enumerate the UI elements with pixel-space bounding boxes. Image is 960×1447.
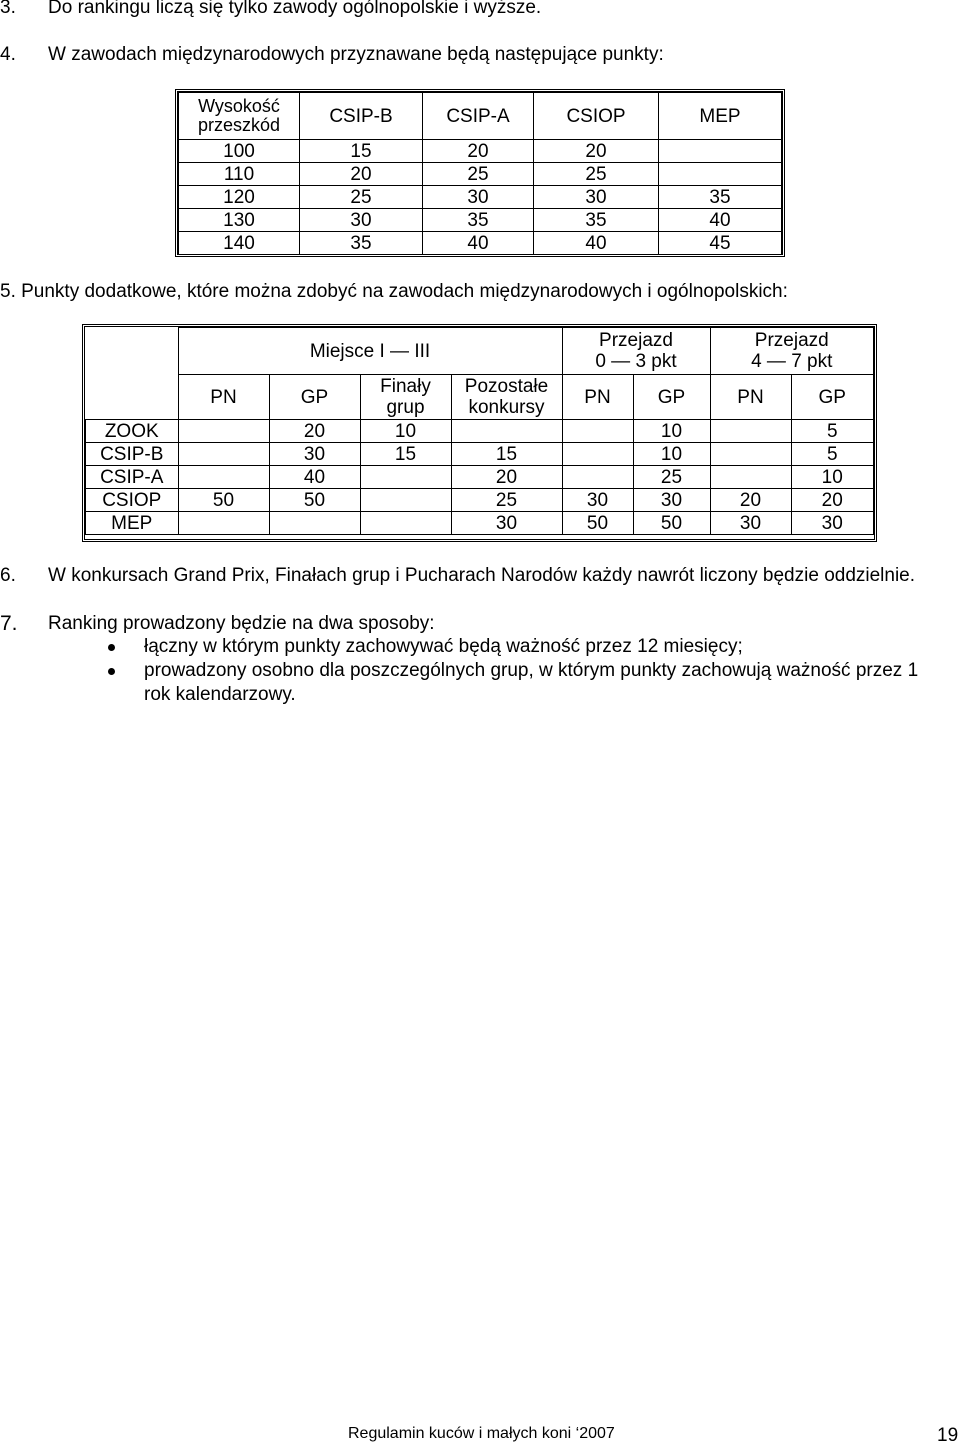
table-cell (178, 466, 269, 489)
table-row (86, 443, 874, 466)
header-pn-4-7: PN (710, 375, 791, 420)
header-przejazd-0-3-line1: Przejazd (599, 330, 673, 351)
table-row (86, 512, 874, 535)
table-cell (269, 512, 360, 535)
table-cell: 120 (179, 186, 300, 209)
table-cell: 20 (423, 140, 534, 163)
table-cell (360, 466, 451, 489)
bullet-1-text: łączny w którym punkty zachowywać będą ważność przez 12 miesięcy; (144, 636, 743, 657)
table-cell: 35 (300, 232, 423, 255)
table-cell: 5 (791, 443, 874, 466)
header-przejazd-4-7-line2: 4 — 7 pkt (751, 351, 833, 372)
table-cell: 25 (423, 163, 534, 186)
table-cell: 10 (360, 420, 451, 443)
table-cell (178, 443, 269, 466)
header-przejazd-4-7 (710, 328, 874, 375)
table-cell (360, 489, 451, 512)
item-5-text: 5. Punkty dodatkowe, które można zdobyć na zawodach międzynarodowych i ogólnopolskich: (0, 281, 788, 302)
table-cell: 50 (178, 489, 269, 512)
table-cell (360, 512, 451, 535)
table-cell: 50 (269, 489, 360, 512)
table-cell: 30 (791, 512, 874, 535)
header-pozostale-line2: konkursy (468, 397, 545, 418)
header-finaly-line2: grup (386, 397, 425, 418)
table-cell (659, 163, 782, 186)
additional-points-table (82, 324, 877, 542)
table-cell: 20 (710, 489, 791, 512)
table-row (179, 140, 782, 163)
bullet-2-text-line2: rok kalendarzowy. (144, 684, 296, 705)
header-finaly-grup (360, 375, 451, 420)
table-cell: 130 (179, 209, 300, 232)
row-header-zook: ZOOK (86, 420, 179, 443)
table-row (179, 232, 782, 255)
table-cell (562, 420, 633, 443)
header-przejazd-0-3 (562, 328, 710, 375)
table-cell: 30 (300, 209, 423, 232)
header-pozostale-line1: Pozostałe (464, 376, 549, 397)
header-height-line1: Wysokość (198, 96, 280, 116)
table-cell: 140 (179, 232, 300, 255)
bullet-dot (108, 644, 115, 651)
table-cell: 15 (300, 140, 423, 163)
table-row (86, 489, 874, 512)
table-cell (178, 420, 269, 443)
table-cell: 30 (633, 489, 710, 512)
table-cell: 30 (269, 443, 360, 466)
table-cell (710, 466, 791, 489)
table-cell: 20 (791, 489, 874, 512)
header-gp-0-3: GP (633, 375, 710, 420)
international-points-table (175, 89, 785, 257)
table-cell: 25 (534, 163, 659, 186)
table-cell: 25 (451, 489, 562, 512)
table-cell: 30 (423, 186, 534, 209)
table-cell: 20 (269, 420, 360, 443)
table-cell: 35 (423, 209, 534, 232)
table-cell: 45 (659, 232, 782, 255)
table-cell (710, 420, 791, 443)
header-csiop: CSIOP (534, 93, 659, 140)
row-header-csip-a: CSIP-A (86, 466, 179, 489)
table-cell: 50 (633, 512, 710, 535)
table-row (86, 466, 874, 489)
table-cell: 20 (534, 140, 659, 163)
table-cell: 40 (659, 209, 782, 232)
table-row (179, 163, 782, 186)
header-gp: GP (269, 375, 360, 420)
header-height-line2: przeszkód (197, 115, 281, 135)
item-4-number: 4. (0, 44, 16, 65)
table-cell: 15 (451, 443, 562, 466)
row-header-csip-b: CSIP-B (86, 443, 179, 466)
table-cell: 25 (300, 186, 423, 209)
bullet-dot (108, 668, 115, 675)
table-cell: 25 (633, 466, 710, 489)
header-przejazd-4-7-line1: Przejazd (754, 330, 829, 351)
header-pn: PN (178, 375, 269, 420)
table-row (86, 420, 874, 443)
table-cell: 35 (534, 209, 659, 232)
header-csip-b: CSIP-B (300, 93, 423, 140)
header-gp-4-7: GP (791, 375, 874, 420)
table-cell: 10 (791, 466, 874, 489)
header-miejsce: Miejsce I — III (178, 328, 562, 375)
table-row (179, 209, 782, 232)
table-cell: 30 (534, 186, 659, 209)
header-pozostale-konkursy (451, 375, 562, 420)
table-cell: 10 (633, 443, 710, 466)
table-cell: 30 (562, 489, 633, 512)
page-number: 19 (937, 1425, 959, 1446)
table-cell (710, 443, 791, 466)
item-7-text: Ranking prowadzony będzie na dwa sposoby: (48, 613, 435, 634)
header-csip-a: CSIP-A (423, 93, 534, 140)
table-cell: 110 (179, 163, 300, 186)
header-przejazd-0-3-line2: 0 — 3 pkt (595, 351, 677, 372)
table-cell (562, 443, 633, 466)
table-cell: 20 (300, 163, 423, 186)
table-cell: 40 (269, 466, 360, 489)
table-cell: 100 (179, 140, 300, 163)
footer-text: Regulamin kuców i małych koni ‘2007 (348, 1425, 615, 1442)
item-6-text: W konkursach Grand Prix, Finałach grup i Pucharach Narodów każdy nawrót liczony będzie oddzielnie. (48, 565, 916, 586)
table-cell: 30 (451, 512, 562, 535)
table-cell: 50 (562, 512, 633, 535)
header-pn-0-3: PN (562, 375, 633, 420)
table-cell: 40 (423, 232, 534, 255)
table-row (179, 186, 782, 209)
header-finaly-line1: Finały (380, 376, 431, 397)
item-4-text: W zawodach międzynarodowych przyznawane będą następujące punkty: (48, 44, 664, 65)
table-cell (562, 466, 633, 489)
table-cell: 15 (360, 443, 451, 466)
header-mep: MEP (659, 93, 782, 140)
header-height-cell (179, 93, 300, 140)
row-header-csiop: CSIOP (86, 489, 179, 512)
table-cell (451, 420, 562, 443)
table-cell: 35 (659, 186, 782, 209)
table-cell: 10 (633, 420, 710, 443)
table-cell: 40 (534, 232, 659, 255)
table-cell (659, 140, 782, 163)
bullet-2-text-line1: prowadzony osobno dla poszczególnych grup, w którym punkty zachowują ważność przez 1 (144, 660, 919, 681)
item-3-text: Do rankingu liczą się tylko zawody ogólnopolskie i wyższe. (48, 0, 542, 18)
table-cell: 5 (791, 420, 874, 443)
empty-corner (86, 328, 179, 420)
table-cell: 30 (710, 512, 791, 535)
item-3-number: 3. (0, 0, 16, 18)
item-6-number: 6. (0, 565, 16, 586)
table-cell: 20 (451, 466, 562, 489)
row-header-mep: MEP (86, 512, 179, 535)
table-cell (178, 512, 269, 535)
item-7-number: 7. (0, 612, 18, 635)
